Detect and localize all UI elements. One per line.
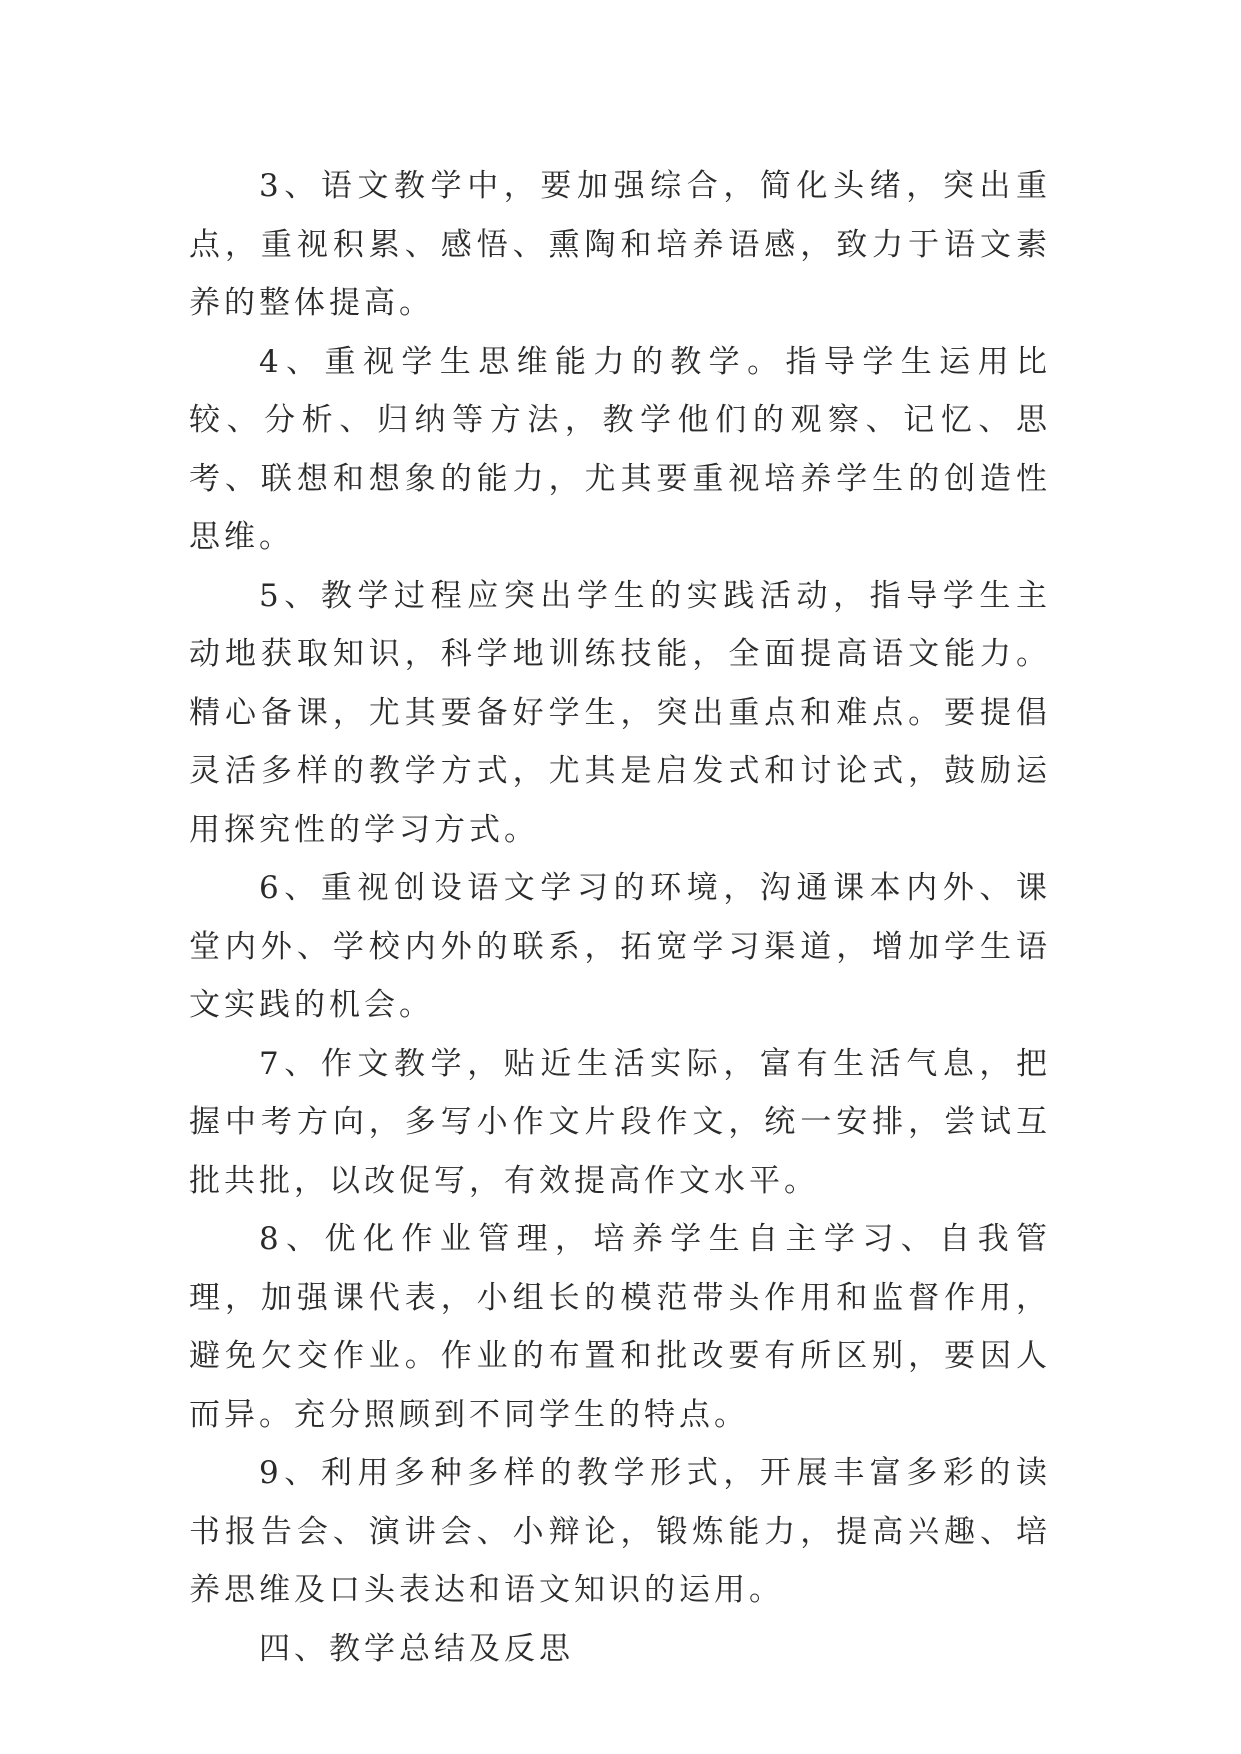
paragraph-item-5: 5、教学过程应突出学生的实践活动，指导学生主动地获取知识，科学地训练技能，全面提高语文能力。精心备课，尤其要备好学生，突出重点和难点。要提倡灵活多样的教学方式，尤其是启发式和讨论式，鼓励运用探究性的学习方式。 (189, 577, 1051, 848)
document-body (189, 157, 1051, 1678)
section-heading: 四、教学总结及反思 (259, 1630, 574, 1667)
paragraph-item-7: 7、作文教学，贴近生活实际，富有生活气息，把握中考方向，多写小作文片段作文，统一安排，尝试互批共批，以改促写，有效提高作文水平。 (189, 1045, 1051, 1199)
paragraph-item-6: 6、重视创设语文学习的环境，沟通课本内外、课堂内外、学校内外的联系，拓宽学习渠道，增加学生语文实践的机会。 (189, 870, 1051, 1023)
paragraph-item-3: 3、语文教学中，要加强综合，简化头绪，突出重点，重视积累、感悟、熏陶和培养语感，致力于语文素养的整体提高。 (189, 168, 1051, 321)
paragraph-item-8: 8、优化作业管理，培养学生自主学习、自我管理，加强课代表，小组长的模范带头作用和监督作用，避免欠交作业。作业的布置和批改要有所区别，要因人而异。充分照顾到不同学生的特点。 (189, 1221, 1051, 1433)
paragraph-item-4: 4、重视学生思维能力的教学。指导学生运用比较、分析、归纳等方法，教学他们的观察、记忆、思考、联想和想象的能力，尤其要重视培养学生的创造性思维。 (189, 343, 1051, 555)
paragraph-item-9: 9、利用多种多样的教学形式，开展丰富多彩的读书报告会、演讲会、小辩论，锻炼能力，提高兴趣、培养思维及口头表达和语文知识的运用。 (189, 1455, 1051, 1608)
